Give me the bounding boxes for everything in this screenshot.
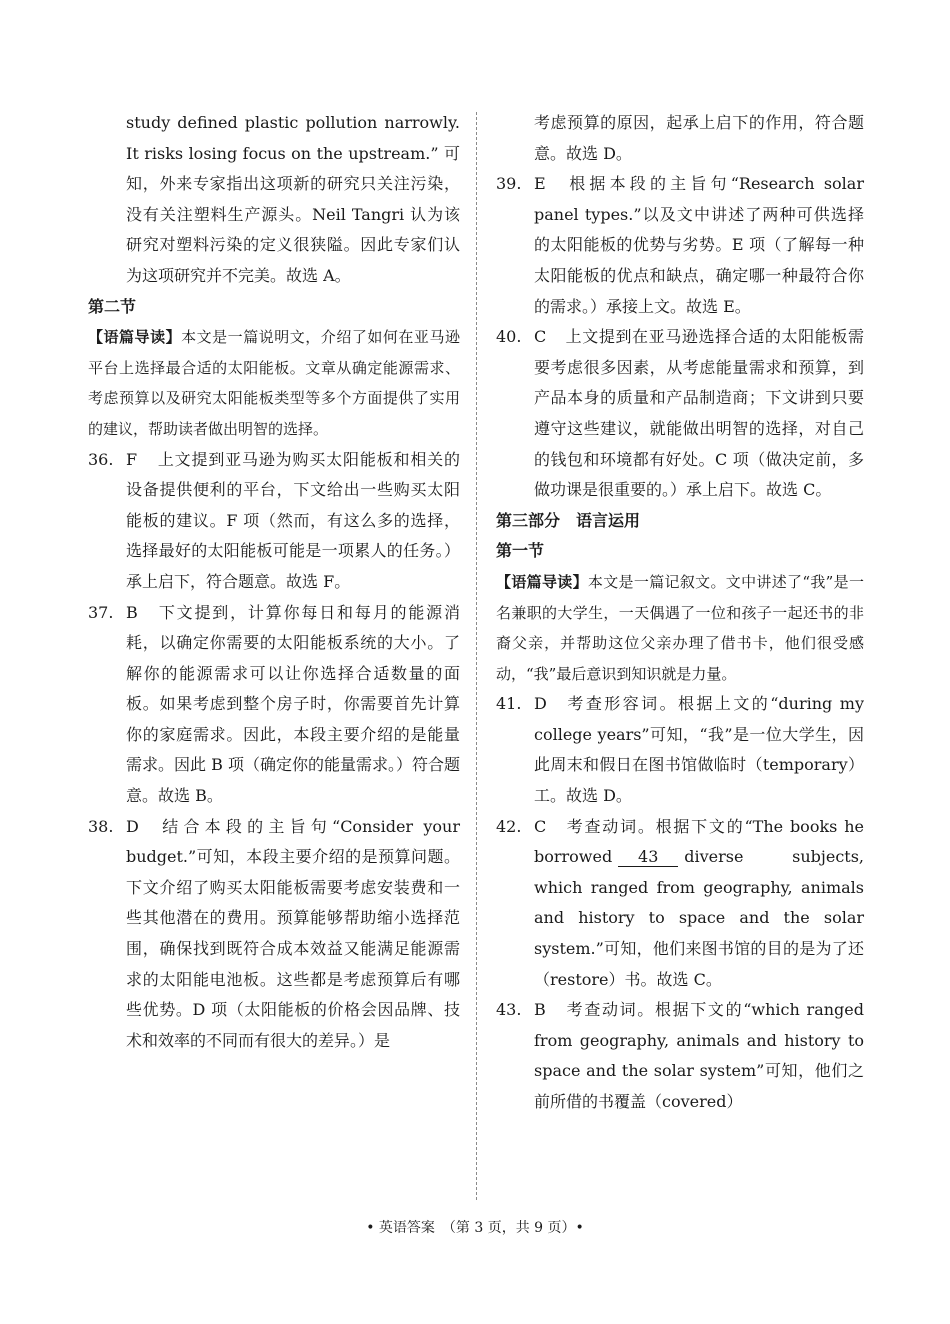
question-number: 36. (88, 449, 114, 469)
section-heading: 第二节 (88, 296, 137, 316)
question-number: 37. (88, 602, 114, 622)
guide-label: 【语篇导读】 (496, 572, 588, 591)
continuation-text: 考虑预算的原因，起承上启下的作用，符合题意。故选 D。 (534, 113, 864, 163)
left-column (88, 108, 460, 1056)
answer-letter: B (534, 1000, 546, 1020)
blank-line: 43 (618, 848, 678, 867)
right-column (496, 108, 864, 1118)
question-number: 41. (496, 694, 522, 714)
section-heading: 第一节 (496, 541, 545, 561)
reading-guide (88, 322, 460, 444)
question-number: 38. (88, 816, 114, 836)
part-heading: 第三部分 语言运用 (496, 510, 641, 530)
question-number: 39. (496, 174, 522, 194)
answer-item-37 (88, 598, 460, 812)
answer-letter: B (126, 602, 138, 622)
explanation-part1: 考查动词。根据下文的“The books he borrowed (534, 816, 864, 867)
question-number: 40. (496, 327, 522, 347)
guide-label: 【语篇导读】 (88, 328, 182, 347)
column-divider (476, 112, 477, 1200)
page-footer: • 英语答案 （第 3 页，共 9 页）• (366, 1220, 584, 1236)
explanation: 下文提到，计算你每日和每月的能源消耗，以确定你需要的太阳能板系统的大小。了解你的能源需求可以让你选择合适数量的面板。如果考虑到整个房子时，你需要首先计算你的家庭需求。因此，本段主要介绍的是能量需求。因此 B 项（确定你的能量需求。）符合题意。故选 B。 (126, 602, 460, 806)
question-number: 43. (496, 1000, 522, 1020)
explanation: 考查动词。根据下文的“which ranged from geography, animals and history to space and the solar system”可知，他们之前所借的书覆盖（covered） (534, 1000, 864, 1111)
answer-letter: C (534, 816, 547, 836)
answer-letter: F (126, 449, 138, 469)
explanation-part2: diverse subjects, which ranged from geography, animals and history to space and the solar system.”可知，他们来图书馆的目的是为了还（restore）书。故选 C。 (534, 847, 864, 989)
question-number: 42. (496, 816, 522, 836)
answer-letter: D (126, 816, 139, 836)
guide-text: 本文是一篇说明文，介绍了如何在亚马逊平台上选择最合适的太阳能板。文章从确定能源需求、考虑预算以及研究太阳能板类型等多个方面提供了实用的建议，帮助读者做出明智的选择。 (88, 328, 460, 438)
answer-item-40 (496, 322, 864, 506)
answer-letter: E (534, 174, 546, 194)
explanation: 结合本段的主旨句“Consider your budget.”可知，本段主要介绍的是预算问题。下文介绍了购买太阳能板需要考虑安装费和一些其他潜在的费用。预算能够帮助缩小选择范围，确保找到既符合成本效益又能满足能源需求的太阳能电池板。这些都是考虑预算后有哪些优势。D 项（太阳能板的价格会因品牌、技术和效率的不同而有很大的差异。）是 (126, 816, 460, 1050)
explanation: 根据本段的主旨句“Research solar panel types.”以及文中讲述了两种可供选择的太阳能板的优势与劣势。E 项（了解每一种太阳能板的优点和缺点，确定哪一种最符合你的需求。）承接上文。故选 E。 (534, 174, 864, 316)
reading-guide (496, 567, 864, 689)
explanation: 上文提到在亚马逊选择合适的太阳能板需要考虑很多因素，从考虑能量需求和预算，到产品本身的质量和产品制造商；下文讲到只要遵守这些建议，就能做出明智的选择，对自己的钱包和环境都有好处。C 项（做决定前，多做功课是很重要的。）承上启下。故选 C。 (534, 327, 864, 500)
answer-item-41 (496, 689, 864, 811)
answer-item-38 (88, 812, 460, 1057)
answer-item-36 (88, 445, 460, 598)
guide-text: 本文是一篇记叙文。文中讲述了“我”是一名兼职的大学生，一天偶遇了一位和孩子一起还书的非裔父亲，并帮助这位父亲办理了借书卡，他们很受感动，“我”最后意识到知识就是力量。 (496, 572, 864, 683)
answer-item-42 (496, 812, 864, 996)
explanation: 上文提到亚马逊为购买太阳能板和相关的设备提供便利的平台，下文给出一些购买太阳能板的建议。F 项（然而，有这么多的选择，选择最好的太阳能板可能是一项累人的任务。）承上启下，符合题意。故选 F。 (126, 449, 460, 591)
answer-letter: C (534, 327, 547, 347)
explanation: 考查形容词。根据上文的“during my college years”可知，“我”是一位大学生，因此周末和假日在图书馆做临时（temporary）工。故选 D。 (534, 694, 864, 806)
answer-item-39 (496, 169, 864, 322)
continuation-text: study defined plastic pollution narrowly. It risks losing focus on the upstream.” 可知，外来专家指出这项新的研究只关注污染，没有关注塑料生产源头。Neil Tangri 认为该研究对塑料污染的定义很狭隘。因此专家们认为这项研究并不完美。故选 A。 (126, 113, 460, 285)
answer-letter: D (534, 694, 547, 714)
answer-item-43 (496, 995, 864, 1117)
